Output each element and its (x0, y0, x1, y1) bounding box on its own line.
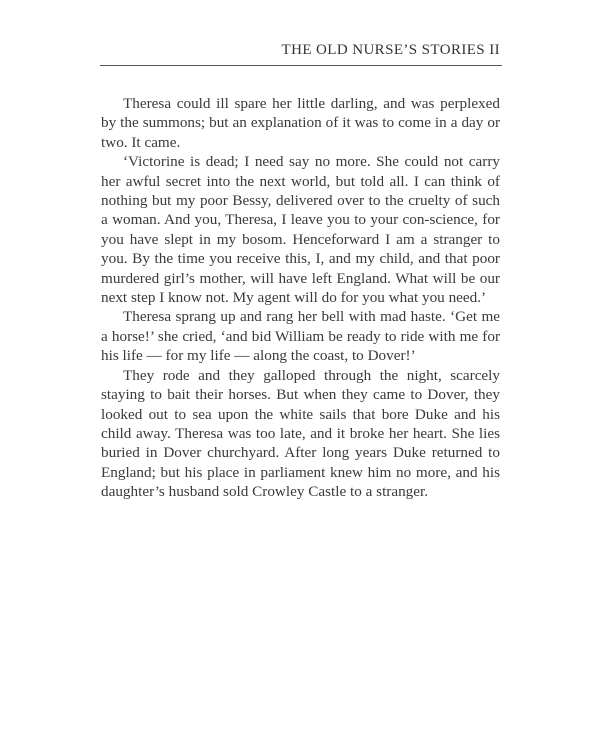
header-rule (100, 65, 502, 66)
paragraph-4: They rode and they galloped through the night, scarcely staying to bait their horses. But when they came to Dover, they looked out to sea upon the white sails that bore Duke and his child away. Theresa was too late, and it broke her heart. She lies buried in Dover churchyard. After long years Duke returned to England; but his place in parliament knew him no more, and his daughter’s husband sold Crowley Castle to a stranger. (101, 366, 500, 501)
paragraph-3: Theresa sprang up and rang her bell with mad haste. ‘Get me a horse!’ she cried, ‘and bid William be ready to ride with me for his life — for my life — along the coast, to Dover!’ (101, 308, 500, 365)
body-text (101, 94, 500, 502)
paragraph-1: Theresa could ill spare her little darling, and was perplexed by the summons; but an explanation of it was to come in a day or two. It came. (101, 95, 500, 151)
running-head: THE OLD NURSE’S STORIES II (281, 42, 500, 58)
paragraph-2: ‘Victorine is dead; I need say no more. She could not carry her awful secret into the next world, but told all. I can think of nothing but my poor Bessy, delivered over to the cruelty of such a woman. And you, Theresa, I leave you to your con-science, for you have slept in my bosom. Henceforward I am a stranger to you. By the time you receive this, I, and my child, and that poor murdered girl’s mother, will have left England. What will be our next step I know not. My agent will do for you what you need.’ (101, 153, 500, 307)
